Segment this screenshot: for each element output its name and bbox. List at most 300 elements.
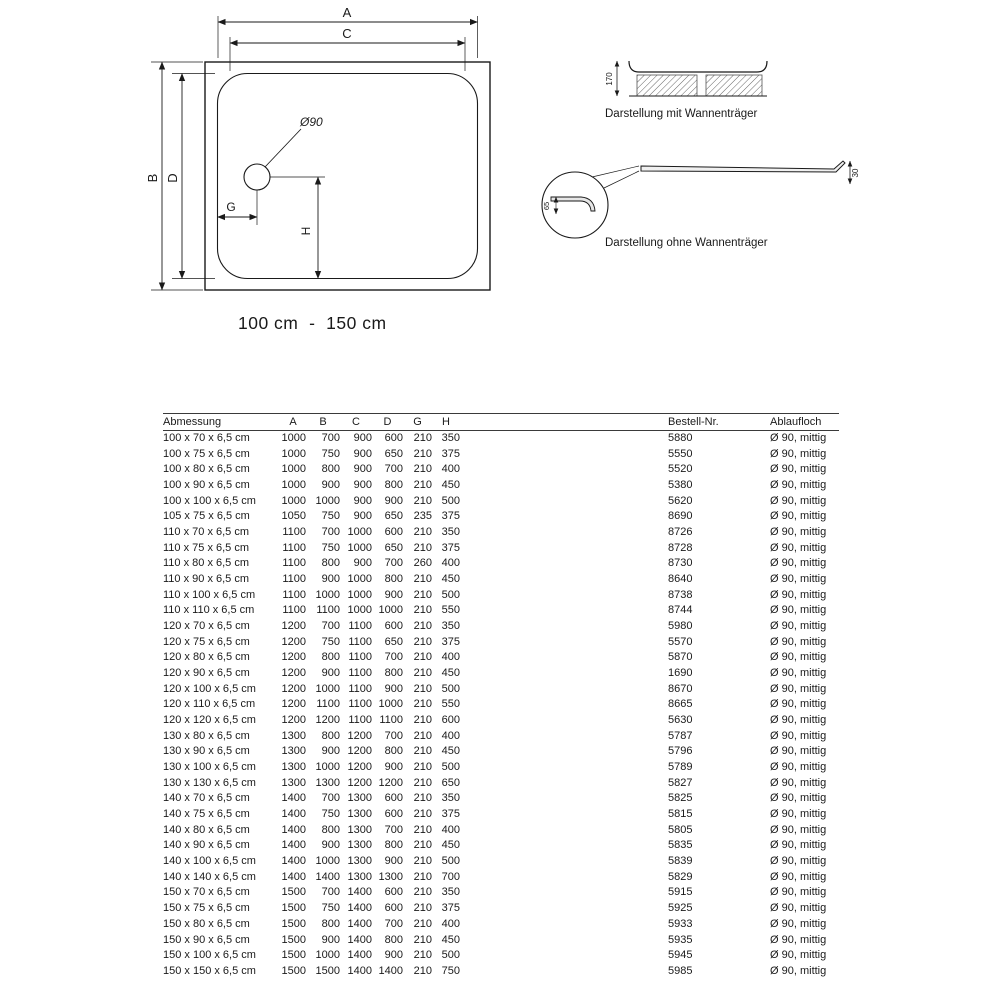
table-cell: 5796: [668, 745, 693, 758]
table-cell: 1200: [315, 714, 340, 727]
table-cell: 210: [413, 855, 432, 868]
table-cell: 210: [413, 949, 432, 962]
table-cell: 1000: [347, 573, 372, 586]
table-cell: Ø 90, mittig: [770, 714, 827, 727]
table-cell: 1100: [348, 635, 372, 648]
table-cell: 1200: [347, 745, 372, 758]
dim-c-label: C: [342, 26, 352, 41]
table-cell: 110 x 70 x 6,5 cm: [163, 526, 250, 539]
table-row: [163, 713, 839, 729]
table-cell: 350: [441, 886, 460, 899]
table-cell: 600: [384, 432, 403, 444]
table-row: [163, 682, 839, 698]
table-cell: 900: [321, 745, 340, 758]
table-cell: 600: [384, 808, 403, 821]
table-cell: 1000: [347, 526, 372, 539]
table-cell: 1300: [347, 808, 372, 821]
table-cell: Ø 90, mittig: [770, 855, 827, 868]
table-cell: 210: [413, 541, 432, 554]
table-cell: 1300: [347, 792, 372, 805]
table-cell: 700: [321, 526, 340, 539]
table-cell: 450: [441, 839, 460, 852]
table-cell: 1500: [281, 964, 306, 977]
table-cell: 900: [384, 682, 403, 695]
table-cell: 1100: [348, 667, 372, 680]
table-cell: 1400: [281, 792, 306, 805]
table-cell: 1200: [347, 761, 372, 774]
carrier-block-left: [637, 75, 697, 96]
dim-g-label: G: [226, 200, 236, 214]
table-cell: 600: [384, 526, 403, 539]
table-cell: 210: [413, 604, 432, 617]
table-cell: 120 x 120 x 6,5 cm: [163, 714, 256, 727]
table-cell: 900: [353, 494, 372, 507]
table-cell: 450: [441, 667, 460, 680]
table-cell: 5620: [668, 494, 693, 507]
table-cell: 1300: [347, 855, 372, 868]
table-cell: 1100: [282, 557, 306, 570]
table-cell: 120 x 70 x 6,5 cm: [163, 620, 250, 633]
table-cell: 210: [413, 526, 432, 539]
table-cell: 5550: [668, 447, 693, 460]
detail-callout-line-top: [592, 166, 639, 177]
table-cell: 5570: [668, 635, 693, 648]
column-header: Abmessung: [163, 416, 222, 428]
tray-top-view: [145, 5, 490, 290]
table-row: [163, 744, 839, 760]
table-cell: 1100: [348, 682, 372, 695]
table-cell: 375: [441, 541, 460, 554]
table-cell: 1100: [348, 651, 372, 664]
table-cell: 5925: [668, 902, 693, 915]
section-with-carrier: [605, 61, 767, 96]
table-cell: 120 x 75 x 6,5 cm: [163, 635, 250, 648]
table-cell: 8726: [668, 526, 693, 539]
column-header: B: [319, 416, 327, 428]
table-cell: 700: [441, 870, 460, 883]
table-cell: Ø 90, mittig: [770, 886, 827, 899]
table-cell: 120 x 80 x 6,5 cm: [163, 651, 250, 664]
table-cell: 150 x 150 x 6,5 cm: [163, 964, 256, 977]
table-cell: 210: [413, 588, 432, 601]
table-row: [163, 462, 839, 478]
table-cell: 210: [413, 447, 432, 460]
dim-30-label: 30: [851, 168, 860, 178]
table-cell: 750: [441, 964, 460, 977]
table-cell: 210: [413, 682, 432, 695]
dim-b-label: B: [145, 173, 160, 183]
detail-edge-profile: [551, 197, 595, 211]
table-cell: 130 x 100 x 6,5 cm: [163, 761, 256, 774]
table-cell: 1500: [281, 917, 306, 930]
table-cell: Ø 90, mittig: [770, 651, 827, 664]
table-cell: 350: [441, 620, 460, 633]
table-cell: 700: [384, 463, 403, 476]
table-cell: 8690: [668, 510, 693, 523]
drain-leader-line: [265, 129, 301, 167]
table-cell: 1000: [315, 855, 340, 868]
table-cell: Ø 90, mittig: [770, 808, 827, 821]
table-cell: 1200: [347, 729, 372, 742]
table-cell: 800: [384, 839, 403, 852]
table-cell: 5815: [668, 808, 693, 821]
table-cell: Ø 90, mittig: [770, 620, 827, 633]
table-row: [163, 823, 839, 839]
column-header: H: [442, 416, 450, 428]
table-cell: Ø 90, mittig: [770, 698, 827, 711]
table-cell: 5829: [668, 870, 693, 883]
table-cell: 5789: [668, 761, 693, 774]
table-cell: 110 x 80 x 6,5 cm: [163, 557, 250, 570]
table-cell: 350: [441, 526, 460, 539]
table-cell: 650: [384, 541, 403, 554]
column-header: Bestell-Nr.: [668, 416, 719, 428]
table-cell: 800: [321, 557, 340, 570]
table-cell: Ø 90, mittig: [770, 682, 827, 695]
table-cell: Ø 90, mittig: [770, 667, 827, 680]
table-cell: 375: [441, 510, 460, 523]
table-cell: Ø 90, mittig: [770, 917, 827, 930]
table-cell: 800: [384, 667, 403, 680]
table-cell: 1100: [282, 604, 306, 617]
table-cell: 800: [384, 573, 403, 586]
table-cell: 210: [413, 651, 432, 664]
table-cell: 210: [413, 698, 432, 711]
table-cell: 140 x 70 x 6,5 cm: [163, 792, 250, 805]
table-cell: 900: [321, 667, 340, 680]
table-cell: 350: [441, 792, 460, 805]
size-range-label: 100 cm - 150 cm: [238, 313, 387, 333]
table-cell: 800: [321, 823, 340, 836]
table-row: [163, 933, 839, 949]
table-cell: Ø 90, mittig: [770, 776, 827, 789]
table-cell: 100 x 100 x 6,5 cm: [163, 494, 256, 507]
table-row: [163, 478, 839, 494]
table-cell: 900: [384, 855, 403, 868]
table-cell: 1690: [668, 667, 693, 680]
table-cell: 1300: [281, 761, 306, 774]
table-cell: Ø 90, mittig: [770, 745, 827, 758]
table-row: [163, 603, 839, 619]
table-row: [163, 948, 839, 964]
table-cell: 1200: [281, 714, 306, 727]
table-row: [163, 541, 839, 557]
table-cell: 1300: [281, 776, 306, 789]
table-cell: 210: [413, 823, 432, 836]
table-cell: 210: [413, 635, 432, 648]
table-cell: 750: [321, 510, 340, 523]
table-cell: 210: [413, 745, 432, 758]
table-cell: 900: [353, 432, 372, 444]
table-cell: 750: [321, 541, 340, 554]
table-cell: 5880: [668, 432, 693, 444]
table-cell: 1000: [315, 761, 340, 774]
column-header: C: [352, 416, 360, 428]
table-cell: 1400: [347, 949, 372, 962]
table-cell: 5839: [668, 855, 693, 868]
table-cell: 900: [353, 463, 372, 476]
table-cell: 1400: [315, 870, 340, 883]
table-cell: Ø 90, mittig: [770, 902, 827, 915]
table-cell: 650: [441, 776, 460, 789]
table-cell: 700: [321, 886, 340, 899]
table-cell: 5825: [668, 792, 693, 805]
tray-side-profile: [641, 161, 845, 172]
table-cell: 120 x 110 x 6,5 cm: [163, 698, 256, 711]
table-cell: 210: [413, 917, 432, 930]
table-cell: 140 x 80 x 6,5 cm: [163, 823, 250, 836]
table-cell: 1100: [348, 714, 372, 727]
table-cell: 1200: [281, 620, 306, 633]
table-cell: 400: [441, 557, 460, 570]
table-cell: 375: [441, 902, 460, 915]
table-cell: 130 x 90 x 6,5 cm: [163, 745, 250, 758]
table-cell: 1050: [281, 510, 306, 523]
detail-circle: [542, 172, 608, 238]
table-cell: 1300: [347, 839, 372, 852]
table-row: [163, 697, 839, 713]
table-cell: Ø 90, mittig: [770, 761, 827, 774]
table-cell: 375: [441, 635, 460, 648]
table-cell: 1500: [281, 933, 306, 946]
table-cell: 8728: [668, 541, 693, 554]
table-row: [163, 901, 839, 917]
table-cell: 140 x 90 x 6,5 cm: [163, 839, 250, 852]
table-cell: 900: [353, 479, 372, 492]
table-cell: 900: [384, 949, 403, 962]
spec-table-header: [163, 413, 839, 431]
table-cell: 140 x 75 x 6,5 cm: [163, 808, 250, 821]
dim-h-label: H: [299, 226, 313, 236]
table-cell: 750: [321, 808, 340, 821]
column-header: D: [383, 416, 392, 428]
table-cell: 800: [384, 745, 403, 758]
table-row: [163, 666, 839, 682]
table-cell: 1000: [378, 604, 403, 617]
table-cell: 1000: [347, 541, 372, 554]
table-cell: 1300: [347, 823, 372, 836]
table-cell: 450: [441, 933, 460, 946]
table-cell: 900: [321, 839, 340, 852]
table-cell: 210: [413, 479, 432, 492]
table-row: [163, 431, 839, 447]
table-row: [163, 776, 839, 792]
table-cell: 100 x 75 x 6,5 cm: [163, 447, 250, 460]
table-row: [163, 447, 839, 463]
table-cell: 110 x 90 x 6,5 cm: [163, 573, 250, 586]
table-row: [163, 964, 839, 980]
table-row: [163, 650, 839, 666]
table-cell: 1400: [281, 823, 306, 836]
table-cell: Ø 90, mittig: [770, 949, 827, 962]
table-cell: 1200: [281, 667, 306, 680]
table-cell: Ø 90, mittig: [770, 447, 827, 460]
table-row: [163, 854, 839, 870]
table-cell: 600: [384, 886, 403, 899]
table-cell: 1400: [347, 902, 372, 915]
table-cell: 5630: [668, 714, 693, 727]
table-cell: 1200: [378, 776, 403, 789]
table-cell: 800: [384, 479, 403, 492]
table-cell: 8730: [668, 557, 693, 570]
table-cell: 210: [413, 463, 432, 476]
table-cell: 1000: [347, 604, 372, 617]
table-cell: 1100: [282, 588, 306, 601]
table-cell: 1300: [315, 776, 340, 789]
table-cell: 500: [441, 682, 460, 695]
table-cell: 120 x 90 x 6,5 cm: [163, 667, 250, 680]
table-cell: 375: [441, 447, 460, 460]
table-row: [163, 729, 839, 745]
table-cell: 5935: [668, 933, 693, 946]
table-cell: 210: [413, 792, 432, 805]
table-cell: 1100: [282, 541, 306, 554]
table-cell: 400: [441, 917, 460, 930]
table-cell: 1400: [347, 964, 372, 977]
dim-a-label: A: [342, 5, 352, 20]
caption-with-carrier: Darstellung mit Wannenträger: [605, 108, 758, 120]
dimensions-table: [163, 413, 839, 980]
table-cell: 110 x 110 x 6,5 cm: [163, 604, 255, 617]
table-cell: 500: [441, 761, 460, 774]
technical-drawing: [0, 0, 1000, 400]
table-cell: 130 x 130 x 6,5 cm: [163, 776, 256, 789]
table-cell: 1000: [347, 588, 372, 601]
table-cell: 400: [441, 823, 460, 836]
table-cell: 210: [413, 714, 432, 727]
table-cell: 210: [413, 808, 432, 821]
table-cell: 100 x 90 x 6,5 cm: [163, 479, 250, 492]
table-cell: Ø 90, mittig: [770, 573, 827, 586]
table-cell: 5520: [668, 463, 693, 476]
table-cell: 800: [321, 729, 340, 742]
table-cell: 450: [441, 479, 460, 492]
table-cell: 1500: [281, 949, 306, 962]
table-cell: 1400: [347, 917, 372, 930]
table-cell: 8744: [668, 604, 693, 617]
table-cell: 900: [321, 573, 340, 586]
table-cell: 150 x 90 x 6,5 cm: [163, 933, 250, 946]
table-cell: 400: [441, 729, 460, 742]
table-cell: 1400: [281, 839, 306, 852]
table-cell: Ø 90, mittig: [770, 604, 827, 617]
table-cell: 800: [321, 463, 340, 476]
table-cell: 100 x 70 x 6,5 cm: [163, 432, 250, 444]
table-cell: 750: [321, 635, 340, 648]
table-cell: 5805: [668, 823, 693, 836]
table-row: [163, 838, 839, 854]
table-cell: 700: [321, 792, 340, 805]
table-cell: 375: [441, 808, 460, 821]
table-cell: 1400: [347, 933, 372, 946]
table-cell: Ø 90, mittig: [770, 463, 827, 476]
table-cell: Ø 90, mittig: [770, 588, 827, 601]
table-cell: 1400: [347, 886, 372, 899]
table-cell: Ø 90, mittig: [770, 494, 827, 507]
table-cell: 1200: [281, 682, 306, 695]
table-cell: 1000: [315, 949, 340, 962]
table-cell: 1500: [315, 964, 340, 977]
table-cell: Ø 90, mittig: [770, 964, 827, 977]
table-cell: 1500: [281, 902, 306, 915]
table-cell: 110 x 100 x 6,5 cm: [163, 588, 256, 601]
detail-callout-line-bottom: [604, 171, 639, 188]
table-cell: 900: [353, 510, 372, 523]
drain-circle: [244, 164, 270, 190]
table-cell: 210: [413, 729, 432, 742]
table-cell: 235: [413, 510, 432, 523]
table-cell: 700: [384, 557, 403, 570]
table-cell: Ø 90, mittig: [770, 635, 827, 648]
table-row: [163, 635, 839, 651]
table-cell: 260: [413, 557, 432, 570]
table-cell: Ø 90, mittig: [770, 479, 827, 492]
section-without-carrier: [542, 161, 860, 238]
table-cell: 1000: [315, 588, 340, 601]
table-cell: Ø 90, mittig: [770, 526, 827, 539]
table-cell: Ø 90, mittig: [770, 870, 827, 883]
table-cell: 5787: [668, 729, 693, 742]
table-cell: 5380: [668, 479, 693, 492]
table-cell: 900: [353, 557, 372, 570]
table-cell: 750: [321, 902, 340, 915]
table-cell: 700: [384, 917, 403, 930]
table-cell: 700: [384, 651, 403, 664]
table-cell: 5870: [668, 651, 693, 664]
table-cell: 600: [441, 714, 460, 727]
table-cell: 150 x 75 x 6,5 cm: [163, 902, 250, 915]
table-cell: 900: [384, 588, 403, 601]
table-cell: 1200: [281, 651, 306, 664]
table-row: [163, 572, 839, 588]
table-cell: 210: [413, 886, 432, 899]
table-cell: 900: [384, 494, 403, 507]
table-cell: 5980: [668, 620, 693, 633]
table-cell: 600: [384, 792, 403, 805]
table-cell: 1100: [316, 698, 340, 711]
table-cell: 1100: [282, 573, 306, 586]
table-cell: 1000: [281, 432, 306, 444]
table-row: [163, 619, 839, 635]
column-header: A: [289, 416, 297, 428]
table-cell: 900: [321, 479, 340, 492]
table-cell: 650: [384, 510, 403, 523]
table-row: [163, 791, 839, 807]
table-cell: Ø 90, mittig: [770, 839, 827, 852]
table-cell: 900: [384, 761, 403, 774]
table-row: [163, 509, 839, 525]
table-cell: 1000: [378, 698, 403, 711]
table-row: [163, 556, 839, 572]
table-cell: 1000: [281, 463, 306, 476]
table-cell: 800: [321, 917, 340, 930]
table-row: [163, 525, 839, 541]
table-cell: 210: [413, 902, 432, 915]
table-cell: 130 x 80 x 6,5 cm: [163, 729, 250, 742]
table-cell: 1200: [281, 698, 306, 711]
table-cell: 210: [413, 933, 432, 946]
table-cell: 1100: [282, 526, 306, 539]
table-cell: 1200: [281, 635, 306, 648]
table-cell: Ø 90, mittig: [770, 557, 827, 570]
table-cell: 500: [441, 949, 460, 962]
table-cell: 650: [384, 447, 403, 460]
table-cell: 5985: [668, 964, 693, 977]
table-cell: 400: [441, 651, 460, 664]
table-cell: 1100: [348, 620, 372, 633]
table-cell: 800: [321, 651, 340, 664]
table-cell: 210: [413, 964, 432, 977]
